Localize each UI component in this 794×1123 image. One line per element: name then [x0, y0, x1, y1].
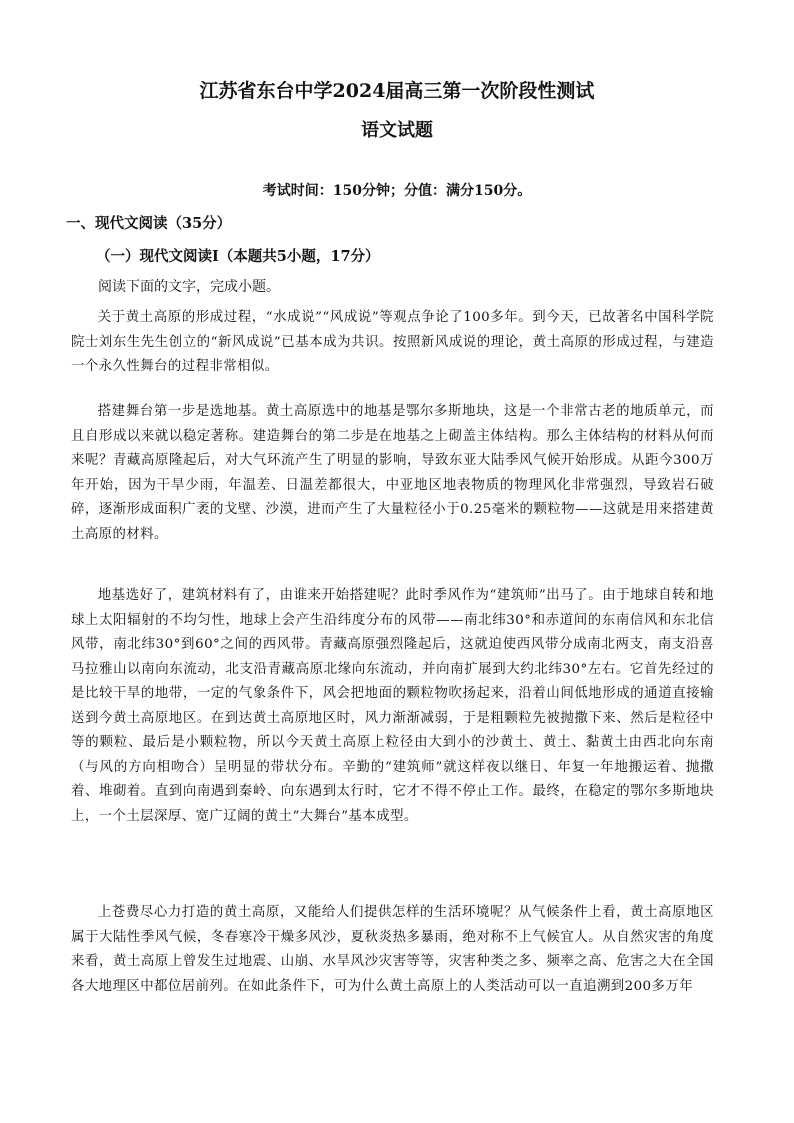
reading-instruction: 阅读下面的文字，完成小题。: [98, 279, 280, 295]
document-subtitle: 语文试题: [361, 120, 433, 141]
passage-paragraph-2: 搭建舞台第一步是选地基。黄土高原选中的地基是鄂尔多斯地块，这是一个非常古老的地质单元，而且自形成以来就以稳定著称。建造舞台的第二步是在地基之上砌盖主体结构。那么主体结构的材料从何而来呢？青藏高原隆起后，对大气环流产生了明显的影响，导致东亚大陆季风气候开始形成。从距今300万年开始，因为干旱少雨，年温差、日温差都很大，中亚地区地表物质的物理风化非常强烈，导致岩石破碎，逐渐形成面积广袤的戈壁、沙漠，进而产生了大量粒径小于0.25毫米的颗粒物——这就是用来搭建黄土高原的材料。: [71, 404, 714, 542]
section-heading: 一、现代文阅读（35分）: [66, 215, 232, 232]
passage-paragraph-1: 关于黄土高原的形成过程，“水成说”“风成说”等观点争论了100多年。到今天，已故著名中国科学院院士刘东生先生创立的“新风成说”已基本成为共识。按照新风成说的理论，黄土高原的形成过程，与建造一个永久性舞台的过程非常相似。: [71, 310, 714, 374]
exam-info: 考试时间：150分钟；分值：满分150分。: [262, 183, 532, 199]
subsection-heading: （一）现代文阅读Ⅰ（本题共5小题，17分）: [96, 248, 380, 265]
passage-paragraph-3: 地基选好了，建筑材料有了，由谁来开始搭建呢？此时季风作为“建筑师”出马了。由于地球自转和地球上太阳辐射的不均匀性，地球上会产生沿纬度分布的风带——南北纬30°和赤道间的东南信风和东北信风带，南北纬30°到60°之间的西风带。青藏高原强烈隆起后，这就迫使西风带分成南北两支，南支沿喜马拉雅山以南向东流动，北支沿青藏高原北缘向东流动，并向南扩展到大约北纬30°左右。它首先经过的是比较干旱的地带，一定的气象条件下，风会把地面的颗粒物吹扬起来，沿着山间低地形成的通道直接输送到今黄土高原地区。在到达黄土高原地区时，风力渐渐减弱，于是粗颗粒先被抛撒下来、然后是粒径中等的颗粒、最后是小颗粒物，所以今天黄土高原上粒径由大到小的沙黄土、黄土、黏黄土由西北向东南（与风的方向相吻合）呈明显的带状分布。辛勤的“建筑师”就这样夜以继日、年复一年地搬运着、抛撒着、堆砌着。直到向南遇到秦岭、向东遇到太行时，它才不得不停止工作。最终，在稳定的鄂尔多斯地块上，一个土层深厚、宽广辽阔的黄土“大舞台”基本成型。: [71, 588, 714, 824]
document-title: 江苏省东台中学2024届高三第一次阶段性测试: [199, 80, 595, 102]
passage-paragraph-4: 上苍费尽心力打造的黄土高原，又能给人们提供怎样的生活环境呢？从气候条件上看，黄土高原地区属于大陆性季风气候，冬春寒冷干燥多风沙，夏秋炎热多暴雨，绝对称不上气候宜人。从自然灾害的角度来看，黄土高原上曾发生过地震、山崩、水旱风沙灾害等等，灾害种类之多、频率之高、危害之大在全国各大地理区中都位居前列。在如此条件下，可为什么黄土高原上的人类活动可以一直追溯到200多万年: [71, 905, 714, 994]
